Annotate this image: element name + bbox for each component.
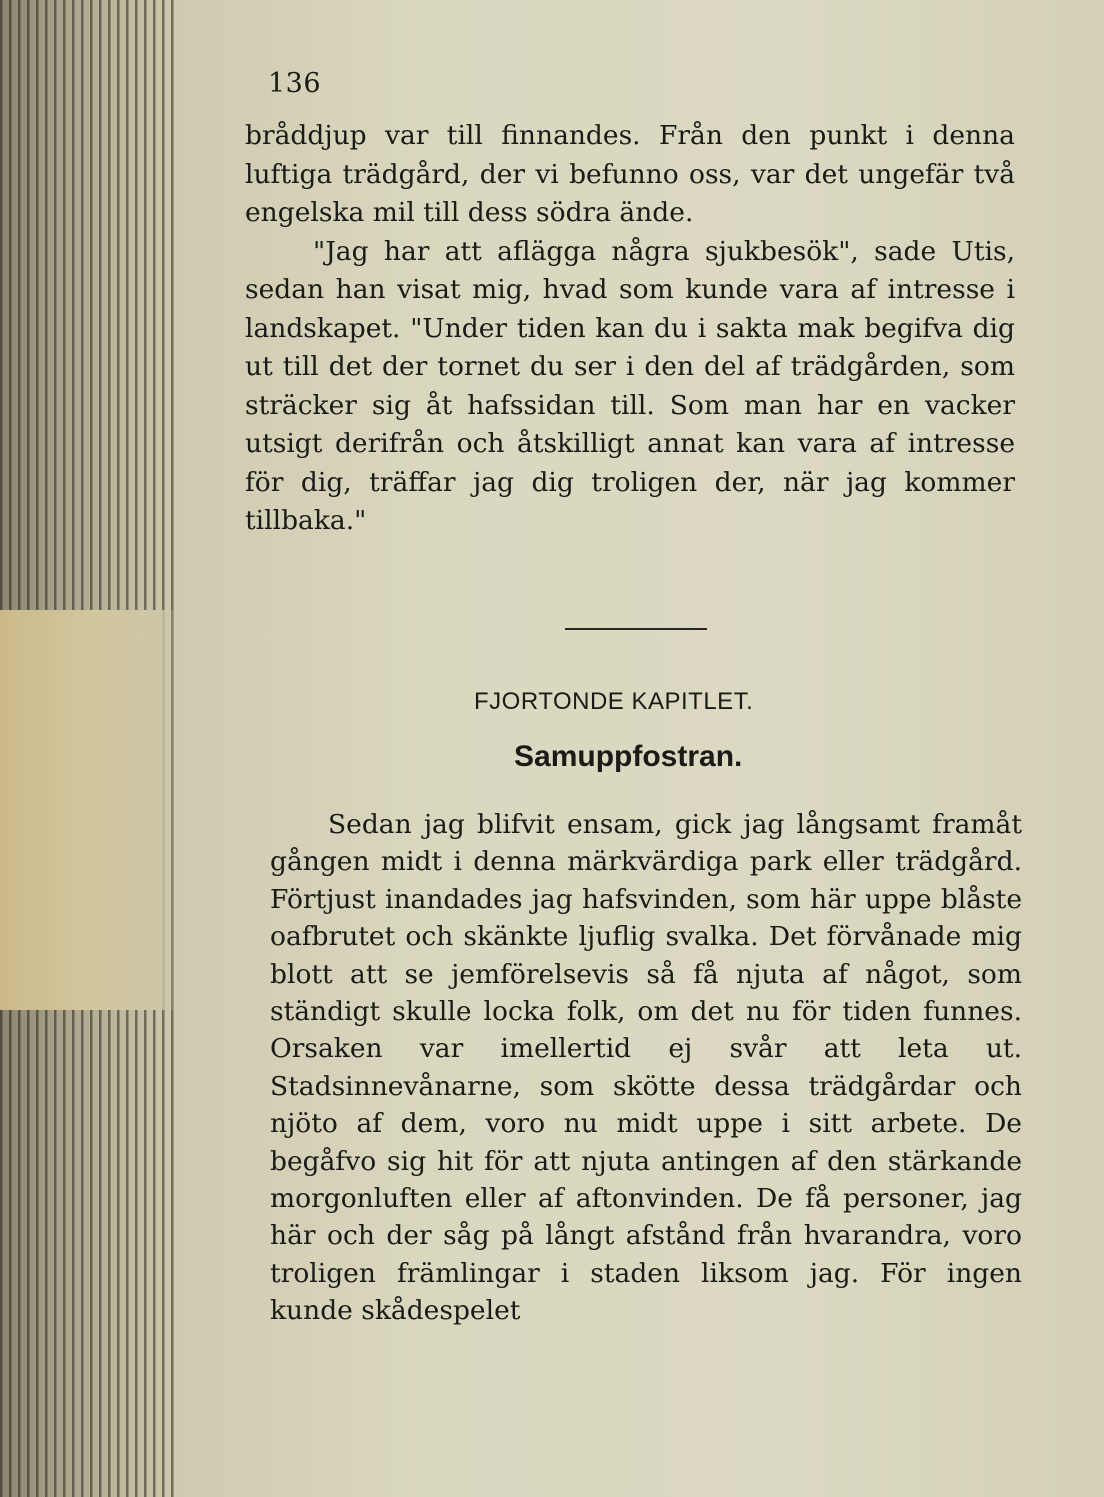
chapter-heading: FJORTONDE KAPITLET. xyxy=(474,688,754,715)
chapter-text xyxy=(270,806,1022,1330)
continuation-text xyxy=(245,117,1015,541)
paragraph: bråddjup var till finnandes. Från den punkt i denna luftiga trädgård, der vi befunno oss, var det ungefär två engelska mil till dess södra ände. xyxy=(245,120,1015,228)
page-number: 136 xyxy=(268,68,322,99)
chapter-title: Samuppfostran. xyxy=(514,740,743,773)
paragraph: Sedan jag blifvit ensam, gick jag långsamt framåt gången midt i denna märkvärdiga park eller trädgård. Förtjust inandades jag hafsvinden, som här uppe blåste oafbrutet och skänkte ljuflig svalka. Det förvånade mig blott att se jemförelsevis så få njuta af något, som ständigt skulle locka folk, om det nu för tiden funnes. Orsaken var imellertid ej svår att leta ut. Stadsinnevånarne, som skötte dessa trädgårdar och njöto af dem, voro nu midt uppe i sitt arbete. De begåfvo sig hit för att njuta antingen af den stärkande morgonluften eller af aftonvinden. De få personer, jag här och der såg på långt afstånd från hvarandra, voro troligen främlingar i staden liksom jag. För ingen kunde skådespelet xyxy=(270,809,1022,1327)
section-divider xyxy=(565,628,707,630)
paragraph: "Jag har att aflägga några sjukbesök", sade Utis, sedan han visat mig, hvad som kunde vara af intresse i landskapet. "Under tiden kan du i sakta mak begifva dig ut till det der tornet du ser i den del af trädgården, som sträcker sig åt hafssidan till. Som man har en vacker utsigt derifrån och åtskilligt annat kan vara af intresse för dig, träffar jag dig troligen der, när jag kommer tillbaka." xyxy=(245,235,1015,536)
page-edge-band xyxy=(0,610,175,1010)
